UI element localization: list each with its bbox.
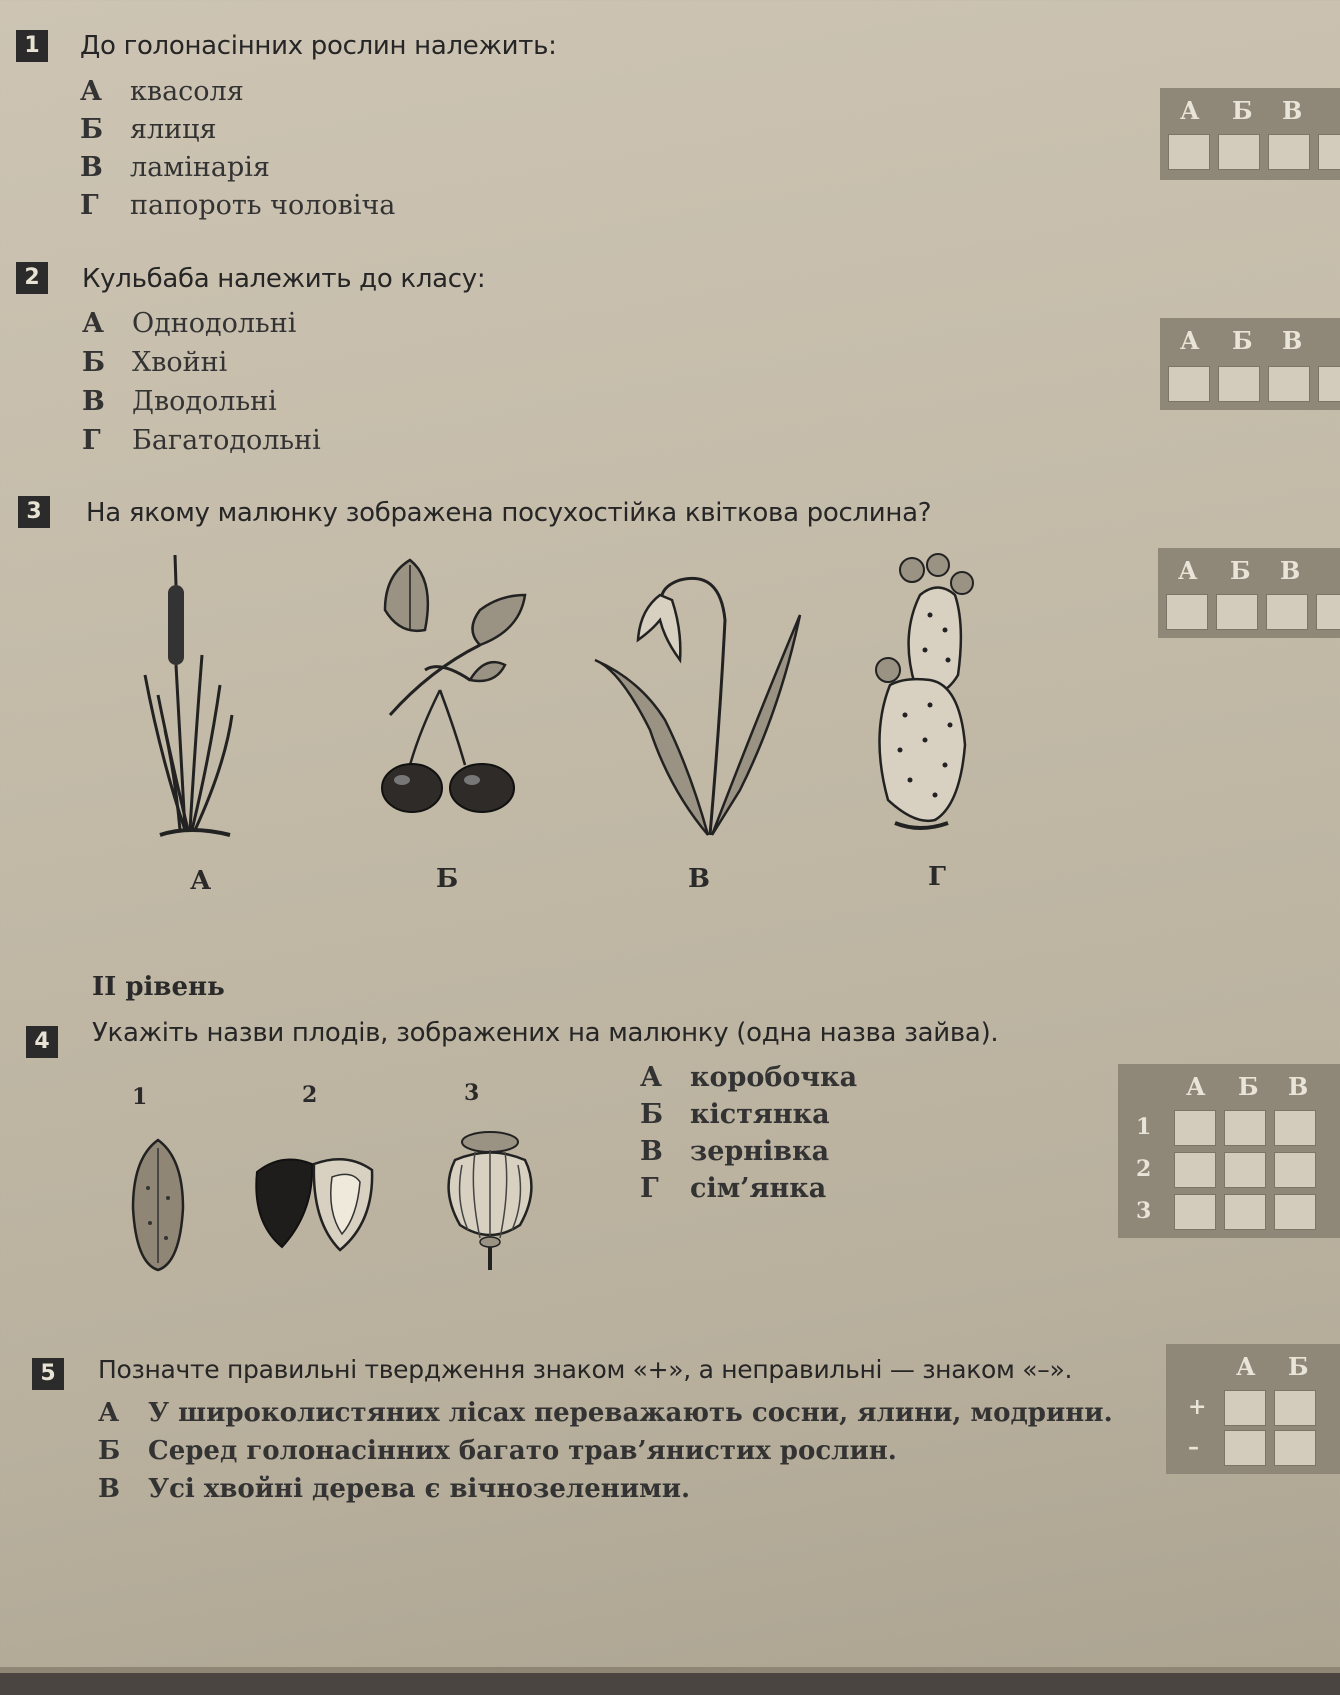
- grid-header: Б: [1288, 1352, 1309, 1381]
- answer-cell[interactable]: [1168, 134, 1210, 170]
- q2-option-b[interactable]: Б Хвойні: [82, 347, 228, 378]
- answer-cell[interactable]: [1216, 594, 1258, 630]
- answer-cell[interactable]: [1316, 594, 1340, 630]
- grid-header: В: [1282, 326, 1303, 355]
- q2-answer-grid: [1160, 318, 1340, 410]
- answer-cell[interactable]: [1224, 1152, 1266, 1188]
- answer-cell[interactable]: [1168, 366, 1210, 402]
- question-2-text: Кульбаба належить до класу:: [82, 264, 486, 294]
- q4-option-b[interactable]: Б кістянка: [640, 1099, 830, 1130]
- poppy-capsule-illustration: [440, 1130, 540, 1275]
- q5-option-c[interactable]: В Усі хвойні дерева є вічнозеленими.: [98, 1474, 691, 1504]
- answer-cell[interactable]: [1174, 1110, 1216, 1146]
- question-4-number: 4: [26, 1026, 58, 1058]
- grid-header: В: [1288, 1072, 1309, 1101]
- answer-cell[interactable]: [1174, 1152, 1216, 1188]
- grid-header: А: [1186, 1072, 1206, 1101]
- fruit-label-2: 2: [302, 1082, 318, 1108]
- q4-option-d[interactable]: Г сім’янка: [640, 1173, 827, 1204]
- question-5-number: 5: [32, 1358, 64, 1390]
- q4-answer-grid: [1118, 1064, 1340, 1238]
- answer-cell[interactable]: [1224, 1194, 1266, 1230]
- grid-header: Б: [1230, 556, 1251, 585]
- q1-option-b[interactable]: Б ялиця: [80, 114, 217, 145]
- grid-header: В: [1280, 556, 1301, 585]
- q2-option-a[interactable]: А Однодольні: [82, 308, 297, 339]
- answer-cell[interactable]: [1274, 1430, 1316, 1466]
- grid-header: Б: [1232, 326, 1253, 355]
- row-label: +: [1188, 1394, 1207, 1420]
- page-edge: [0, 1673, 1340, 1695]
- seed-illustration: [252, 1152, 382, 1252]
- answer-cell[interactable]: [1318, 134, 1340, 170]
- q5-answer-grid: [1166, 1344, 1340, 1474]
- answer-cell[interactable]: [1266, 594, 1308, 630]
- answer-cell[interactable]: [1268, 134, 1310, 170]
- grain-illustration: [128, 1138, 188, 1273]
- cherry-illustration: [380, 560, 540, 830]
- grid-header: Б: [1232, 96, 1253, 125]
- answer-cell[interactable]: [1318, 366, 1340, 402]
- q1-answer-grid: [1160, 88, 1340, 180]
- q2-option-d[interactable]: Г Багатодольні: [82, 425, 321, 456]
- level-heading: II рівень: [92, 972, 225, 1002]
- cactus-illustration: [860, 555, 1000, 840]
- answer-cell[interactable]: [1218, 134, 1260, 170]
- row-label: –: [1188, 1434, 1199, 1460]
- question-3-text: На якому малюнку зображена посухостійка квіткова рослина?: [86, 498, 932, 528]
- q5-option-a[interactable]: А У широколистяних лісах переважають сосни, ялини, модрини.: [98, 1398, 1113, 1428]
- fruit-label-1: 1: [132, 1084, 148, 1110]
- answer-cell[interactable]: [1268, 366, 1310, 402]
- q4-option-c[interactable]: В зернівка: [640, 1136, 830, 1167]
- question-1-text: До голонасінних рослин належить:: [80, 31, 557, 61]
- answer-cell[interactable]: [1174, 1194, 1216, 1230]
- grid-header: А: [1180, 96, 1200, 125]
- answer-cell[interactable]: [1166, 594, 1208, 630]
- q1-option-c[interactable]: В ламінарія: [80, 152, 270, 183]
- grid-header: А: [1180, 326, 1200, 355]
- q1-option-d[interactable]: Г папороть чоловіча: [80, 190, 396, 221]
- picture-label-b: Б: [436, 864, 459, 894]
- row-label: 2: [1136, 1156, 1152, 1182]
- question-4-text: Укажіть назви плодів, зображених на малюнку (одна назва зайва).: [92, 1018, 999, 1048]
- row-label: 3: [1136, 1198, 1152, 1224]
- answer-cell[interactable]: [1274, 1152, 1316, 1188]
- question-5-text: Позначте правильні твердження знаком «+», а неправильні — знаком «–».: [98, 1355, 1073, 1384]
- picture-label-c: В: [688, 864, 710, 894]
- question-2-number: 2: [16, 262, 48, 294]
- answer-cell[interactable]: [1274, 1390, 1316, 1426]
- question-3-number: 3: [18, 496, 50, 528]
- q5-option-b[interactable]: Б Серед голонасінних багато трав’янистих рослин.: [98, 1436, 897, 1466]
- answer-cell[interactable]: [1274, 1194, 1316, 1230]
- grid-header: В: [1282, 96, 1303, 125]
- q4-option-a[interactable]: А коробочка: [640, 1062, 858, 1093]
- snowdrop-illustration: [590, 560, 810, 845]
- grid-header: А: [1236, 1352, 1256, 1381]
- q2-option-c[interactable]: В Дводольні: [82, 386, 277, 417]
- grid-header: Б: [1238, 1072, 1259, 1101]
- answer-cell[interactable]: [1224, 1110, 1266, 1146]
- answer-cell[interactable]: [1274, 1110, 1316, 1146]
- q1-option-a[interactable]: А квасоля: [80, 76, 244, 107]
- answer-cell[interactable]: [1218, 366, 1260, 402]
- q3-answer-grid: [1158, 548, 1340, 638]
- answer-cell[interactable]: [1224, 1430, 1266, 1466]
- question-1-number: 1: [16, 30, 48, 62]
- fruit-label-3: 3: [464, 1080, 480, 1106]
- cattail-illustration: [140, 555, 250, 840]
- grid-header: А: [1178, 556, 1198, 585]
- row-label: 1: [1136, 1114, 1152, 1140]
- picture-label-d: Г: [928, 862, 946, 892]
- picture-label-a: А: [190, 866, 212, 896]
- answer-cell[interactable]: [1224, 1390, 1266, 1426]
